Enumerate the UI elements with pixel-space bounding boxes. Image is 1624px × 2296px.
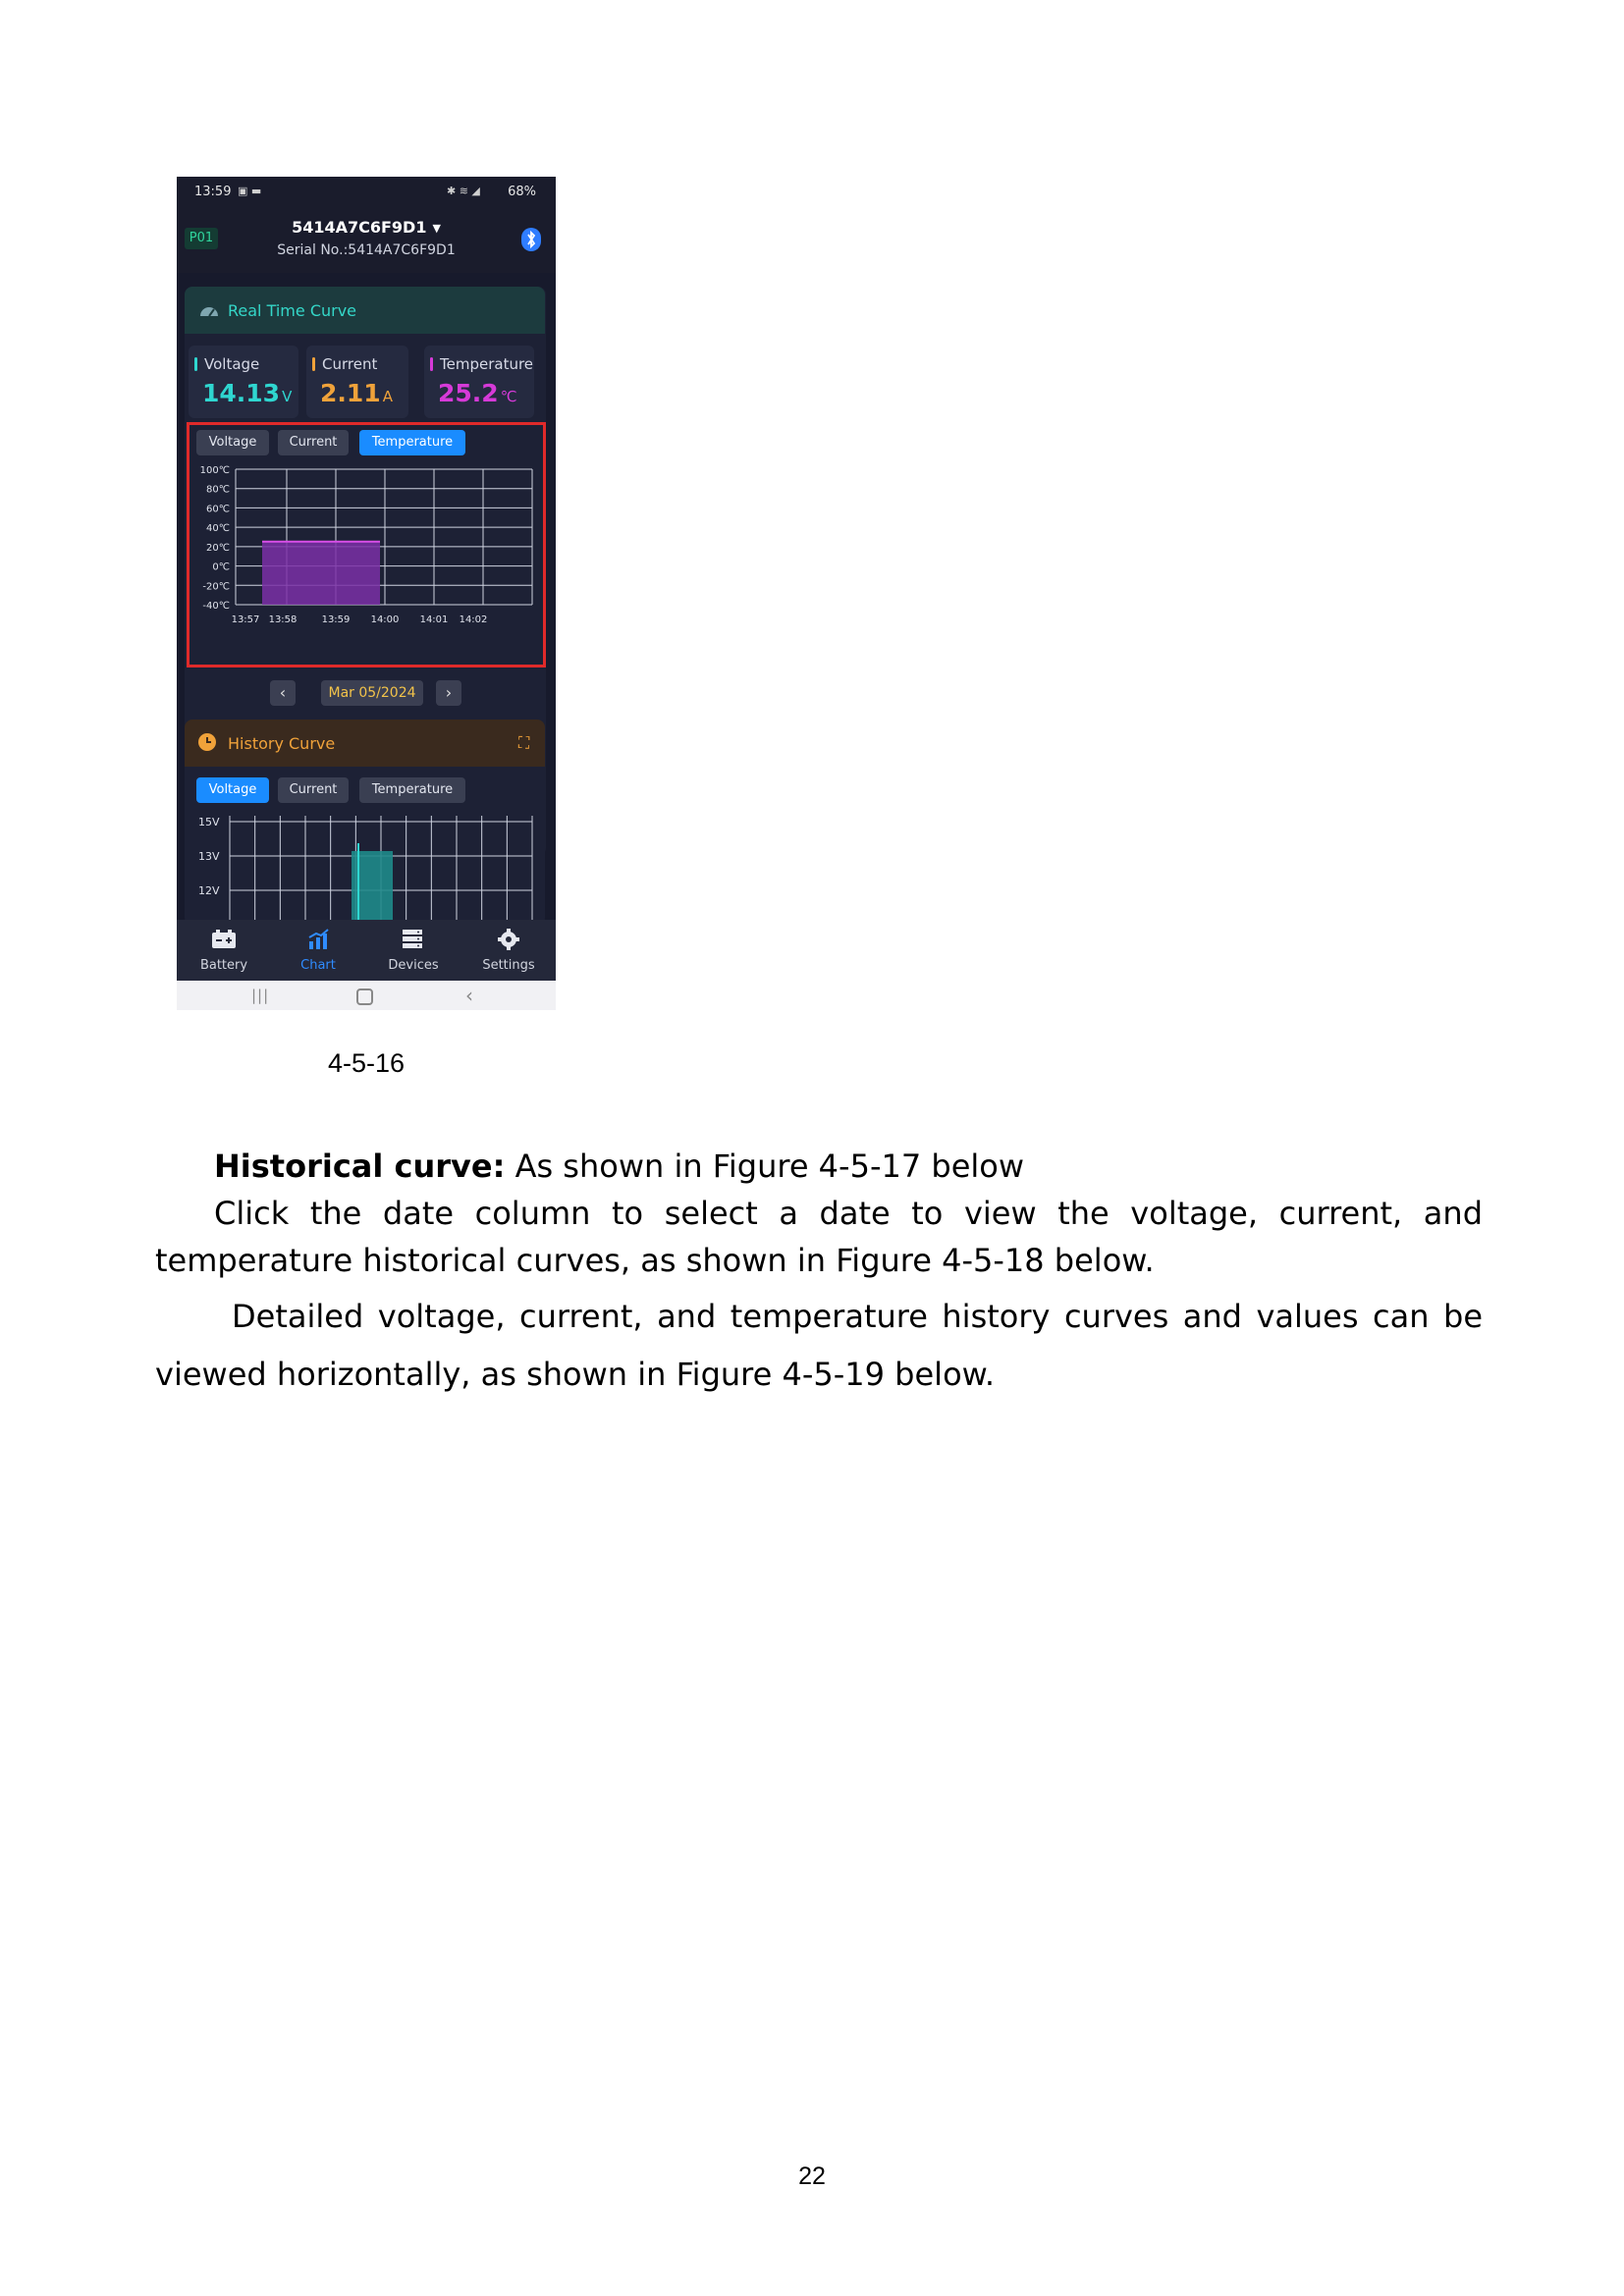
battery-icon bbox=[210, 928, 238, 951]
x-tick-label: 14:02 bbox=[459, 614, 488, 625]
paragraph-1-line-2: temperature historical curves, as shown in Figure 4-5-18 below. bbox=[155, 1242, 1155, 1279]
bluetooth-icon[interactable] bbox=[521, 228, 541, 251]
nav-settings[interactable] bbox=[461, 920, 556, 981]
figure-caption: 4-5-16 bbox=[328, 1048, 406, 1078]
status-time: 13:59 bbox=[194, 185, 232, 199]
y-tick-label: -20℃ bbox=[202, 581, 230, 593]
voltage-label: Voltage bbox=[204, 355, 260, 373]
date-selector[interactable]: Mar 05/2024 bbox=[321, 680, 423, 706]
home-icon[interactable] bbox=[356, 988, 373, 1005]
y-tick-label: 0℃ bbox=[212, 561, 230, 573]
x-tick-label: 14:00 bbox=[370, 614, 400, 625]
chevron-left-icon: ‹ bbox=[279, 683, 287, 702]
y-tick-label: 12V bbox=[198, 884, 220, 897]
nav-chart[interactable] bbox=[271, 920, 365, 981]
hist-tab-current[interactable]: Current bbox=[278, 777, 349, 803]
nav-battery-label: Battery bbox=[199, 958, 248, 973]
clock-icon bbox=[198, 733, 216, 751]
y-tick-label: 100℃ bbox=[199, 465, 230, 476]
chevron-right-icon: › bbox=[445, 683, 453, 702]
current-label: Current bbox=[322, 355, 378, 373]
page-number: 22 bbox=[798, 2163, 826, 2190]
app-screenshot bbox=[177, 177, 556, 1010]
status-bar bbox=[177, 177, 556, 206]
nav-devices[interactable] bbox=[366, 920, 460, 981]
paragraph-1-line-1: Click the date column to select a date to view the voltage, current, and bbox=[214, 1195, 1483, 1232]
y-tick-label: 60℃ bbox=[206, 504, 230, 515]
nav-chart-label: Chart bbox=[300, 958, 336, 973]
historical-curve-heading bbox=[214, 1143, 1483, 1190]
voltage-number: 14.13 bbox=[202, 379, 281, 407]
temperature-marker bbox=[430, 357, 433, 371]
voltage-marker bbox=[194, 357, 197, 371]
prev-date-button[interactable] bbox=[270, 680, 296, 706]
rt-tab-current[interactable]: Current bbox=[278, 430, 349, 455]
temperature-value bbox=[438, 379, 517, 407]
device-selector[interactable] bbox=[177, 218, 556, 237]
y-tick-label: 40℃ bbox=[206, 523, 230, 535]
hist-tab-temperature[interactable]: Temperature bbox=[359, 777, 465, 803]
signal-icon: ✱ ≋ ◢ bbox=[447, 185, 480, 197]
x-tick-label: 14:01 bbox=[419, 614, 449, 625]
voltage-value bbox=[202, 379, 292, 407]
current-unit: A bbox=[382, 388, 393, 405]
notification-icon: ▣ ▬ bbox=[238, 185, 262, 197]
current-value bbox=[320, 379, 393, 407]
devices-icon bbox=[400, 928, 425, 951]
current-number: 2.11 bbox=[320, 379, 381, 407]
device-name: 5414A7C6F9D1 bbox=[292, 218, 427, 237]
current-metric bbox=[306, 346, 408, 418]
historical-curve-label: Historical curve: bbox=[214, 1148, 506, 1185]
x-tick-label: 13:57 bbox=[231, 614, 260, 625]
temperature-metric bbox=[424, 346, 534, 418]
recents-icon[interactable]: ||| bbox=[251, 987, 270, 1004]
hist-tab-voltage[interactable]: Voltage bbox=[196, 777, 269, 803]
app-header bbox=[177, 206, 556, 273]
device-tag[interactable]: P01 bbox=[185, 228, 218, 249]
rt-tab-temperature[interactable]: Temperature bbox=[359, 430, 465, 455]
settings-icon bbox=[497, 928, 520, 951]
serial-number: Serial No.:5414A7C6F9D1 bbox=[277, 242, 456, 258]
voltage-unit: V bbox=[282, 388, 293, 405]
paragraph-2-line-1: Detailed voltage, current, and temperature history curves and values can be bbox=[232, 1298, 1483, 1335]
caret-down-icon: ▼ bbox=[432, 222, 441, 235]
history-chart bbox=[189, 810, 542, 920]
paragraph-2-line-2: viewed horizontally, as shown in Figure 4-5-19 below. bbox=[155, 1356, 996, 1393]
nav-settings-label: Settings bbox=[482, 958, 535, 973]
current-marker bbox=[312, 357, 315, 371]
historical-curve-text: As shown in Figure 4-5-17 below bbox=[505, 1148, 1025, 1185]
back-icon[interactable]: ‹ bbox=[465, 984, 473, 1007]
y-tick-label: 80℃ bbox=[206, 484, 230, 496]
rt-tab-voltage[interactable]: Voltage bbox=[196, 430, 269, 455]
x-tick-label: 13:59 bbox=[321, 614, 351, 625]
next-date-button[interactable] bbox=[436, 680, 461, 706]
expand-icon[interactable]: ⛶ bbox=[518, 733, 530, 752]
temperature-area bbox=[262, 542, 380, 605]
nav-battery[interactable] bbox=[177, 920, 271, 981]
y-tick-label: 13V bbox=[198, 850, 220, 863]
temperature-unit: ℃ bbox=[500, 388, 517, 405]
y-tick-label: 20℃ bbox=[206, 542, 230, 554]
real-time-title: Real Time Curve bbox=[228, 301, 357, 320]
nav-devices-label: Devices bbox=[388, 958, 439, 973]
x-tick-label: 13:58 bbox=[268, 614, 298, 625]
real-time-chart bbox=[189, 461, 542, 660]
voltage-metric bbox=[189, 346, 298, 418]
chart-icon bbox=[306, 928, 332, 951]
y-tick-label: 15V bbox=[198, 816, 220, 828]
temperature-number: 25.2 bbox=[438, 379, 499, 407]
history-title: History Curve bbox=[228, 734, 336, 753]
y-tick-label: -40℃ bbox=[202, 601, 230, 612]
temperature-label: Temperature bbox=[440, 355, 534, 373]
system-nav-bar bbox=[177, 981, 556, 1010]
gauge-icon bbox=[198, 302, 220, 318]
battery-percent: 68% bbox=[508, 185, 536, 199]
